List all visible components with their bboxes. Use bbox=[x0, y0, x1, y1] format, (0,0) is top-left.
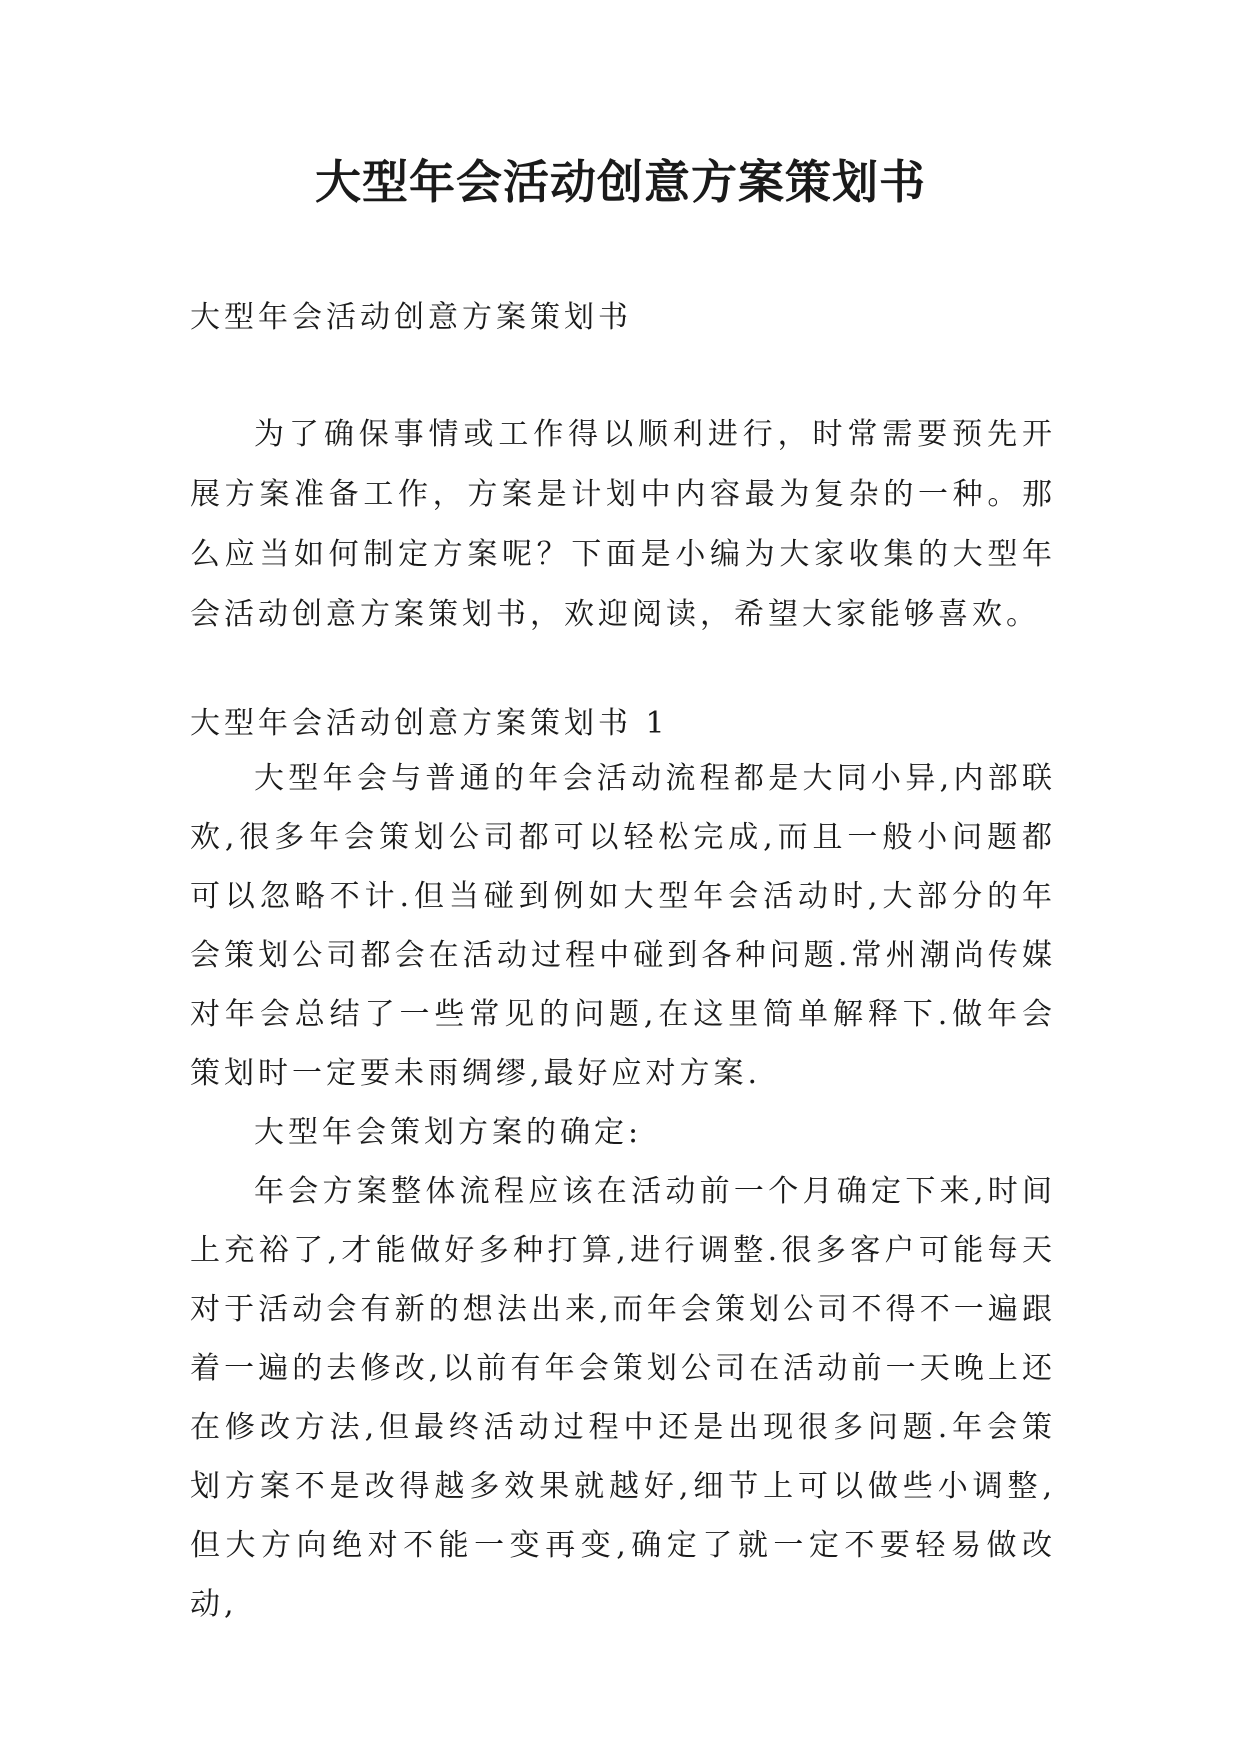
section-body bbox=[190, 749, 1056, 1634]
section-heading: 大型年会活动创意方案策划书 1 bbox=[190, 706, 669, 741]
section-paragraph: 大型年会与普通的年会活动流程都是大同小异,内部联欢,很多年会策划公司都可以轻松完成,而且一般小问题都可以忽略不计.但当碰到例如大型年会活动时,大部分的年会策划公司都会在活动过程中碰到各种问题.常州潮尚传媒对年会总结了一些常见的问题,在这里简单解释下.做年会策划时一定要未雨绸缪,最好应对方案. bbox=[190, 761, 1056, 1091]
document-title: 大型年会活动创意方案策划书 bbox=[315, 155, 926, 209]
intro-paragraph: 为了确保事情或工作得以顺利进行，时常需要预先开展方案准备工作，方案是计划中内容最为复杂的一种。那么应当如何制定方案呢？下面是小编为大家收集的大型年会活动创意方案策划书，欢迎阅读，希望大家能够喜欢。 bbox=[190, 417, 1056, 632]
document-subtitle: 大型年会活动创意方案策划书 bbox=[190, 300, 632, 335]
section-paragraph: 大型年会策划方案的确定: bbox=[254, 1115, 643, 1150]
section-paragraph: 年会方案整体流程应该在活动前一个月确定下来,时间上充裕了,才能做好多种打算,进行调整.很多客户可能每天对于活动会有新的想法出来,而年会策划公司不得不一遍跟着一遍的去修改,以前有年会策划公司在活动前一天晚上还在修改方法,但最终活动过程中还是出现很多问题.年会策划方案不是改得越多效果就越好,细节上可以做些小调整,但大方向绝对不能一变再变,确定了就一定不要轻易做改动, bbox=[190, 1174, 1056, 1622]
